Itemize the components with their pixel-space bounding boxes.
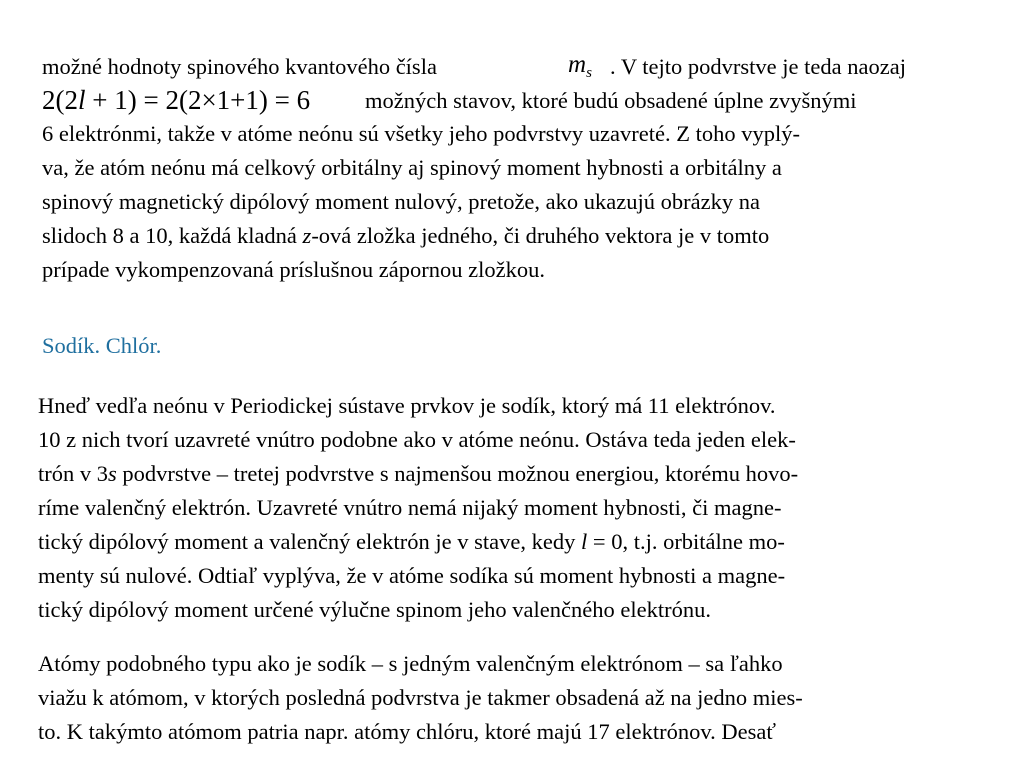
formula-part-a: 2(2 — [42, 85, 78, 115]
paragraph2-line3-b: podvrstve – tretej podvrstve s najmenšou možnou energiou, ktorému hovo- — [116, 461, 799, 486]
section-heading: Sodík. Chlór. — [42, 333, 162, 358]
paragraph2-line5 — [38, 527, 785, 557]
paragraph1-line6-a: slidoch 8 a 10, každá kladná — [42, 223, 303, 248]
paragraph1-line2-tail — [365, 86, 857, 116]
paragraph3-line2: viažu k atómom, v ktorých posledná podvrstva je takmer obsadená až na jedno mies- — [38, 685, 803, 710]
paragraph1-line6 — [42, 221, 769, 251]
paragraph2-line5-a: tický dipólový moment a valenčný elektrón je v stave, kedy — [38, 529, 581, 554]
paragraph1-line2-tail-text: možných stavov, ktoré budú obsadené úplne zvyšnými — [365, 88, 857, 113]
paragraph1-line5: spinový magnetický dipólový moment nulový, pretože, ako ukazujú obrázky na — [42, 189, 760, 214]
paragraph2-line5-b: = 0, t.j. orbitálne mo- — [587, 529, 785, 554]
paragraph1-line6-z: z — [302, 223, 312, 248]
spin-states-formula — [42, 83, 310, 117]
ms-symbol-sub: s — [586, 65, 592, 81]
paragraph2-line4: ríme valenčný elektrón. Uzavreté vnútro nemá nijaký moment hybnosti, či magne- — [38, 495, 782, 520]
paragraph1-line1-text: možné hodnoty spinového kvantového čísla — [42, 54, 437, 79]
paragraph1-line4: va, že atóm neónu má celkový orbitálny aj spinový moment hybnosti a orbitálny a — [42, 155, 782, 180]
paragraph1-line7: prípade vykompenzovaná príslušnou zápornou zložkou. — [42, 257, 545, 282]
paragraph2-line6: menty sú nulové. Odtiaľ vyplýva, že v atóme sodíka sú moment hybnosti a magne- — [38, 563, 786, 588]
paragraph1-line1-tail — [610, 52, 906, 82]
ms-symbol-m: m — [568, 51, 587, 78]
paragraph2-line2: 10 z nich tvorí uzavreté vnútro podobne ako v atóme neónu. Ostáva teda jeden elek- — [38, 427, 796, 452]
paragraph1-line3: 6 elektrónmi, takže v atóme neónu sú všetky jeho podvrstvy uzavreté. Z toho vyplý- — [42, 121, 800, 146]
formula-part-l: l — [78, 85, 86, 115]
paragraph2-line7: tický dipólový moment určené výlučne spinom jeho valenčného elektrónu. — [38, 597, 711, 622]
paragraph1-line1-tail-text: . V tejto podvrstve je teda naozaj — [610, 54, 906, 79]
paragraph3-line1: Atómy podobného typu ako je sodík – s jedným valenčným elektrónom – sa ľahko — [38, 651, 783, 676]
paragraph1-line1 — [42, 52, 437, 82]
paragraph2-line3-a: trón v 3 — [38, 461, 108, 486]
paragraph1-line6-b: -ová zložka jedného, či druhého vektora je v tomto — [311, 223, 770, 248]
paragraph2-line3-s: s — [108, 461, 117, 486]
paragraph2-line1: Hneď vedľa neónu v Periodickej sústave prvkov je sodík, ktorý má 11 elektrónov. — [38, 393, 776, 418]
paragraph3-line3: to. K takýmto atómom patria napr. atómy chlóru, ktoré majú 17 elektrónov. Desať — [38, 719, 776, 744]
paragraph2-line3 — [38, 459, 798, 489]
formula-part-b: + 1) = 2(2×1+1) = 6 — [85, 85, 311, 115]
ms-symbol — [568, 50, 592, 88]
paragraph2-line5-l: l — [580, 529, 588, 554]
